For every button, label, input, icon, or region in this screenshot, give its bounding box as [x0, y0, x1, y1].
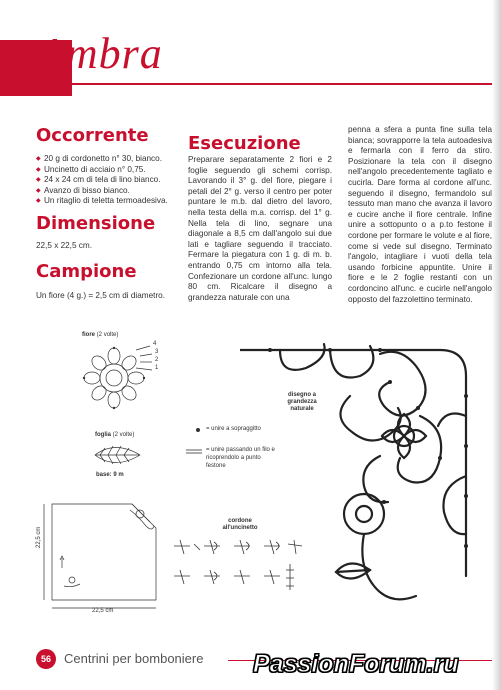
title-rule — [72, 83, 501, 85]
esecuzione-col1: Preparare separatamente 2 fiori e 2 foglie seguendo gli schemi corrisp. Lavorando il 3° g. del fiore, piegare i petali del 2° g. verso il centro per poter puntare le m.b. dal dietro del lavoro, nella testa della m.a. corrisp. del 1° g. Nella tela di lino, segnare una diagonale a 8,5 cm dall'angolo sui due lati e tagliare seguendo il tracciato. Fermare la piegatura con 1 g. di m. b. entrando 0,75 cm intorno alla tela. Confezionare un cordone all'unc. lungo 80 cm. Ricalcare il disegno a grandezza naturale con una — [188, 155, 332, 302]
list-item: ◆ 20 g di cordonetto n° 30, bianco. — [36, 154, 186, 165]
cordone-steps-icon — [170, 534, 310, 594]
round-number: 3 — [155, 349, 159, 355]
page-edge-shadow — [492, 0, 501, 690]
watermark: PassionForum.ru — [253, 650, 459, 678]
handkerchief-diagram-icon — [38, 496, 168, 612]
cordone-label: cordone all'uncinetto — [222, 518, 258, 531]
leaf-chart-icon — [90, 440, 150, 470]
base-label: base: 9 m — [96, 472, 124, 478]
esecuzione-heading: Esecuzione — [188, 133, 301, 154]
legend-lines-text: = unire passando un filo e ricoprendolo a punto festone — [206, 447, 275, 469]
dim-horizontal-label: 22,5 cm — [92, 608, 114, 614]
dimensione-text: 22,5 x 22,5 cm. — [36, 241, 92, 250]
campione-heading: Campione — [36, 261, 137, 282]
dot-legend-icon — [196, 428, 200, 432]
foglia-label: foglia (2 volte) — [95, 432, 135, 438]
round-number: 4 — [153, 341, 157, 347]
grandezza-label: disegno a grandezza naturale — [287, 392, 317, 412]
page-title: Ambra — [38, 29, 163, 78]
flower-chart-icon — [74, 338, 164, 418]
campione-text: Un fiore (4 g.) = 2,5 cm di diametro. — [36, 291, 166, 300]
footer-title: Centrini per bomboniere — [64, 651, 204, 666]
esecuzione-col2: penna a sfera a punta fine sulla tela bianca; sovrapporre la tela autoadesiva e fermarla con il ferro da stiro. Posizionare la tela con il disegno nell'angolo precedentemente tagliato e cucirla. Dare forma al cordone all'unc. seguendo il disegno, fermandolo sul tessuto man mano che avanza il lavoro e cucire anche il fiore centrale. Infine unire a sottopunto o a p.to festone il cordone per formare le volute e al fiore, come si vede sul disegno. Terminato l'angolo, intagliare i vuoti della tela usando forbicine appuntite. Unire il fiore e le 2 foglie restanti con un cordoncino all'unc. e cucirle nell'angolo opposto del fazzolettino terminato. — [348, 125, 492, 304]
list-item: ◆ Un ritaglio di teletta termoadesiva. — [36, 196, 186, 207]
page-number: 56 — [36, 649, 56, 669]
list-item: ◆ 24 x 24 cm di tela di lino bianco. — [36, 175, 186, 186]
list-item: ◆ Avanzo di bisso bianco. — [36, 186, 186, 197]
dim-vertical-label: 22,5 cm — [36, 526, 42, 548]
list-item: ◆ Uncinetto di acciaio n° 0,75. — [36, 165, 186, 176]
occorrente-heading: Occorrente — [36, 125, 149, 146]
fiore-label: fiore (2 volte) — [82, 332, 119, 338]
occorrente-list — [36, 154, 186, 207]
legend-dot-text: = unire a sopraggitto — [206, 426, 261, 432]
lines-legend-icon — [186, 448, 202, 456]
round-number: 2 — [155, 357, 159, 363]
round-number: 1 — [155, 365, 159, 371]
dimensione-heading: Dimensione — [36, 213, 156, 234]
